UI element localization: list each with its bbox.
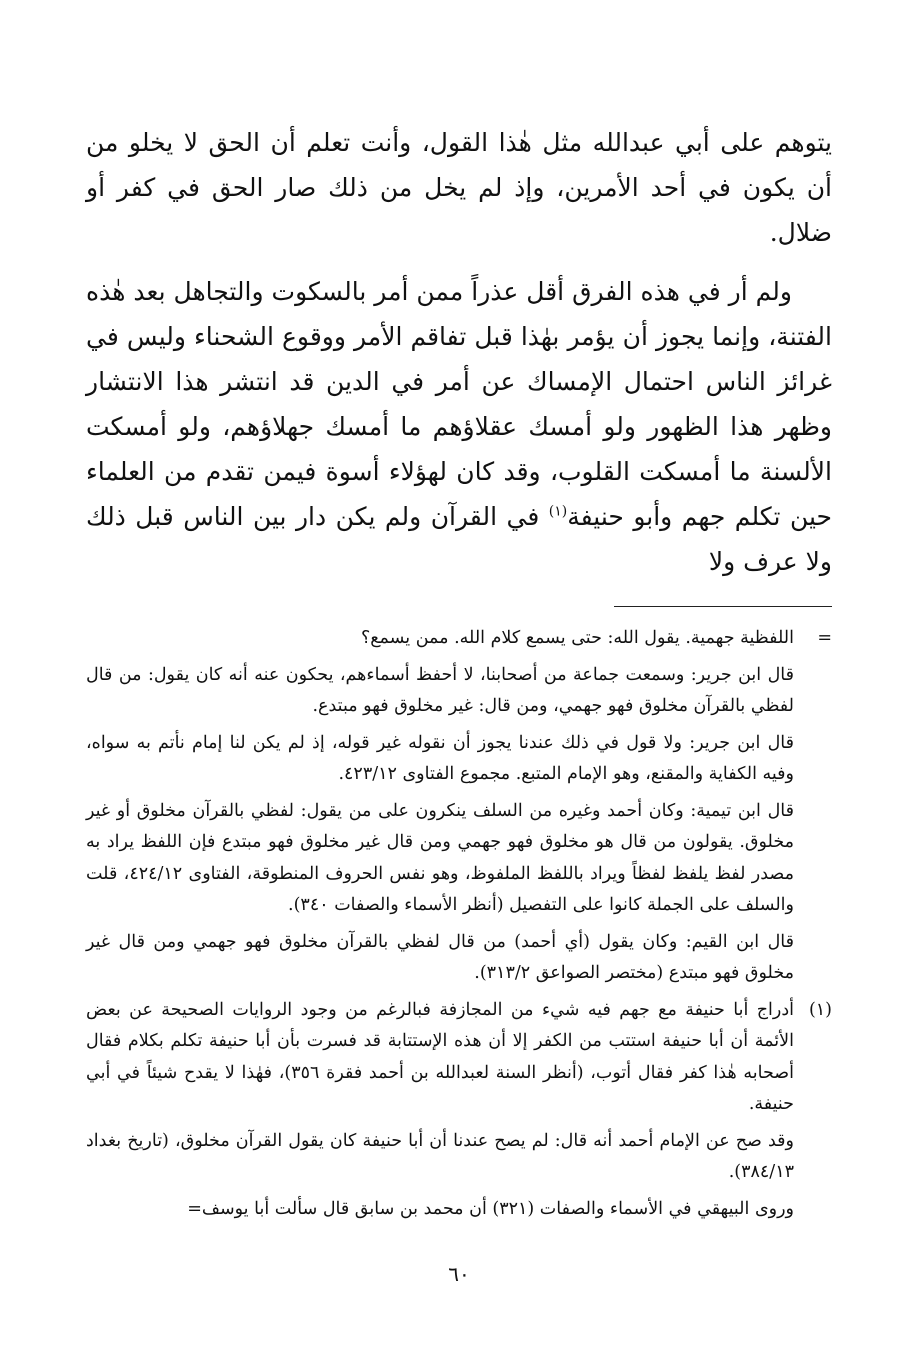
main-paragraph-2-tail: في القرآن ولم يكن دار بين الناس قبل ذلك ولا عرف ولا <box>86 502 832 576</box>
footnote-separator-wrap <box>86 606 832 607</box>
footnote-1-marker: (١) <box>808 999 832 1020</box>
continuation-paragraph-1: اللفظية جهمية. يقول الله: حتى يسمع كلام الله. ممن يسمع؟ <box>360 628 794 648</box>
main-text <box>86 120 832 584</box>
footnote-reference[interactable]: (١) <box>548 503 568 520</box>
main-paragraph-2-body: ولم أر في هذه الفرق أقل عذراً ممن أمر بالسكوت والتجاهل بعد هٰذه الفتنة، وإنما يجوز أن يؤمر بهٰذا قبل تفاقم الأمر ووقوع الشحناء وليس في غرائز الناس احتمال الإمساك عن أمر في الدين قد انتشر هذا الانتشار وظهر هذا الظهور ولو أمسك عقلاؤهم ما أمسك جهلاؤهم، ولو أمسكت الألسنة ما أمسكت القلوب، وقد كان لهؤلاء أسوة فيمن تقدم من العلماء حين تكلم جهم وأبو حنيفة <box>86 277 833 531</box>
page-number: ٦٠ <box>448 1262 470 1286</box>
footnote-continuation <box>86 623 832 655</box>
footnote-1-paragraph-2: وقد صح عن الإمام أحمد أنه قال: لم يصح عندنا أن أبا حنيفة كان يقول القرآن مخلوق، (تاريخ بغداد ٣٨٤/١٣). <box>86 1130 794 1182</box>
page-body <box>86 120 832 1230</box>
main-paragraph-1: يتوهم على أبي عبدالله مثل هٰذا القول، وأنت تعلم أن الحق لا يخلو من أن يكون في أحد الأمرين، وإذ لم يخل من ذلك صار الحق في كفر أو ضلال. <box>86 128 832 247</box>
main-paragraph-2 <box>86 269 832 584</box>
continuation-paragraph-2: قال ابن جرير: وسمعت جماعة من أصحابنا، لا أحفظ أسماءهم، يحكون عنه أنه كان يقول: من قال لفظي بالقرآن مخلوق فهو جهمي، ومن قال: غير مخلوق فهو مبتدع. <box>86 664 794 716</box>
footnote-1-paragraph-1: أدراج أبا حنيفة مع جهم فيه شيء من المجازفة فبالرغم من وجود الروايات الصحيحة عن بعض الأئمة أن أبا حنيفة استتب من الكفر إلا أن هذه الإستتابة قد فسرت بأن أبا حنيفة تكلم بكلام فقال أصحابه هٰذا كفر فقال أتوب، (أنظر السنة لعبدالله بن أحمد فقرة ٣٥٦)، فهٰذا لا يقدح شيئاً في أبي حنيفة. <box>86 999 794 1114</box>
footnote-1-paragraph-3: وروى البيهقي في الأسماء والصفات (٣٢١) أن محمد بن سابق قال سألت أبا يوسف= <box>187 1198 794 1219</box>
continuation-marker: = <box>817 628 832 648</box>
continuation-paragraph-4: قال ابن تيمية: وكان أحمد وغيره من السلف ينكرون على من يقول: لفظي بالقرآن مخلوق أو غير مخلوق. يقولون من قال هو مخلوق فهو جهمي ومن قال غير مخلوق فهو مبتدع فإن اللفظ يراد به مصدر لفظ يلفظ لفظاً ويراد باللفظ الملفوظ، وهو نفس الحروف المنطوقة، الفتاوى ٤٢٤/١٢، قلت والسلف على الجملة كانوا على التفصيل (أنظر الأسماء والصفات ٣٤٠). <box>86 800 794 915</box>
footnote-1 <box>86 995 832 1121</box>
footnotes <box>86 623 832 1225</box>
continuation-paragraph-5: قال ابن القيم: وكان يقول (أي أحمد) من قال لفظي بالقرآن مخلوق فهو جهمي ومن قال غير مخلوق فهو مبتدع (مختصر الصواعق ٣١٣/٢). <box>86 931 794 983</box>
continuation-paragraph-3: قال ابن جرير: ولا قول في ذلك عندنا يجوز أن نقوله غير قوله، إذ لم يكن لنا إمام نأتم به سواه، وفيه الكفاية والمقنع، وهو الإمام المتبع. مجموع الفتاوى ٤٢٣/١٢. <box>86 732 794 784</box>
footnote-separator <box>614 606 832 607</box>
